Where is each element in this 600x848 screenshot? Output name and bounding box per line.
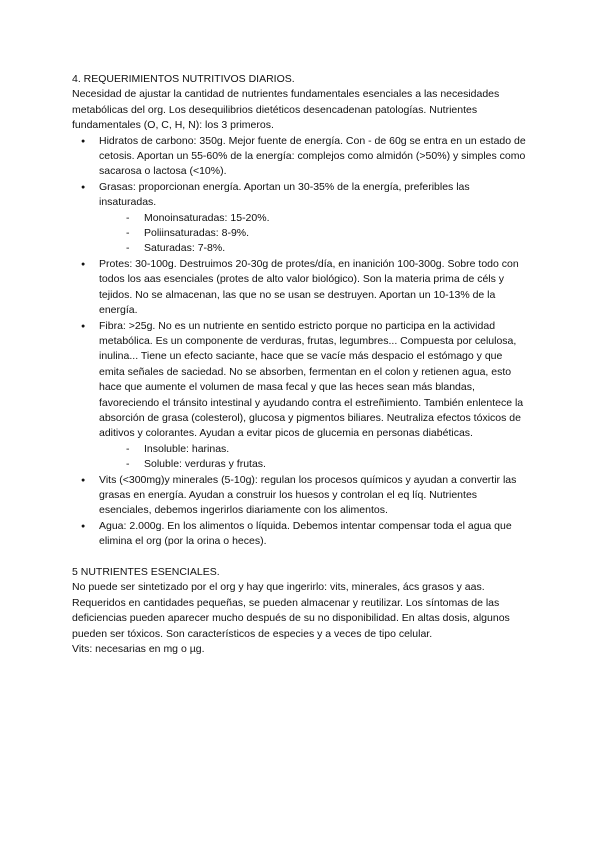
list-item-carbohydrates bbox=[72, 134, 528, 180]
sub-item: - Insoluble: harinas. bbox=[99, 442, 528, 457]
sub-item: - Poliinsaturadas: 8-9%. bbox=[99, 226, 528, 241]
list-item-water bbox=[72, 519, 528, 550]
list-item-text: Vits (<300mg)y minerales (5-10g): regulan los procesos químicos y ayudan a convertir las grasas en energía. Ayudan a construir los huesos y controlan el eq líq. Nutrientes esenciales, debemos ingerirlos diariamente con los alimentos. bbox=[99, 473, 517, 517]
sub-item: - Soluble: verduras y frutas. bbox=[99, 457, 528, 472]
nutrient-list bbox=[72, 134, 528, 550]
sub-item: - Saturadas: 7-8%. bbox=[99, 241, 528, 256]
section-5-last-line: Vits: necesarias en mg o µg. bbox=[72, 643, 205, 656]
section-5-intro: No puede ser sintetizado por el org y hay que ingerirlo: vits, minerales, ács grasos y aas. Requeridos en cantidades pequeñas, se pueden almacenar y reutilizar. Los síntomas de las deficiencias pueden aparecer mucho después de su no disponibilidad. En altas dosis, algunos pueden ser tóxicos. Son característicos de especies y a veces de tipo celular. bbox=[72, 581, 510, 640]
list-item-text: Fibra: >25g. No es un nutriente en sentido estricto porque no participa en la actividad metabólica. Es un componente de verduras, frutas, legumbres... Compuesta por celulosa, inulina... Tiene un efecto saciante, hace que se vacíe más despacio el estómago y que emita señales de saciedad. No se absorben, fermentan en el colon y retienen agua, esto hace que aumente el volumen de masa fecal y que las heces sean más blandas, favoreciendo el tránsito intestinal y ayudando contra el estreñimiento. También enlentece la absorción de grasa (colesterol), glucosa y pigmentos biliares. Neutraliza efectos tóxicos de aditivos y colorantes. Ayudan a evitar picos de glucemia en personas diabéticas. bbox=[99, 319, 524, 440]
list-item-text: Hidratos de carbono: 350g. Mejor fuente de energía. Con - de 60g se entra en un estado de cetosis. Aportan un 55-60% de la energía: complejos como almidón (>50%) y simples como sacarosa o lactosa (<10%). bbox=[99, 134, 526, 178]
section-4-heading: 4. REQUERIMIENTOS NUTRITIVOS DIARIOS. bbox=[72, 73, 295, 85]
list-item-text: Agua: 2.000g. En los alimentos o líquida. Debemos intentar compensar toda el agua que elimina el org (por la orina o heces). bbox=[99, 519, 512, 548]
sub-item: - Monoinsaturadas: 15-20%. bbox=[99, 211, 528, 226]
document-page bbox=[72, 72, 528, 657]
section-5-heading: 5 NUTRIENTES ESENCIALES. bbox=[72, 565, 220, 578]
list-item-text: Protes: 30-100g. Destruimos 20-30g de protes/día, en inanición 100-300g. Sobre todo con todos los aas esenciales (protes de alto valor biológico). Son la materia prima de céls y tejidos. No se almacenan, las que no se usan se destruyen. Aportan un 10-13% de la energía. bbox=[99, 257, 519, 317]
section-4-intro: Necesidad de ajustar la cantidad de nutrientes fundamentales esenciales a las necesidades metabólicas del org. Los desequilibrios dietéticos desencadenan patologías. Nutrientes fundamentales (O, C, H, N): los 3 primeros. bbox=[72, 88, 500, 132]
list-item-text: Grasas: proporcionan energía. Aportan un 30-35% de la energía, preferibles las insaturadas. bbox=[99, 180, 470, 209]
fiber-subtypes-list bbox=[99, 442, 528, 473]
fat-subtypes-list bbox=[99, 211, 528, 257]
list-item-fiber bbox=[72, 319, 528, 473]
list-item-proteins bbox=[72, 257, 528, 319]
list-item-vitamins-minerals bbox=[72, 473, 528, 519]
list-item-fats bbox=[72, 180, 528, 257]
